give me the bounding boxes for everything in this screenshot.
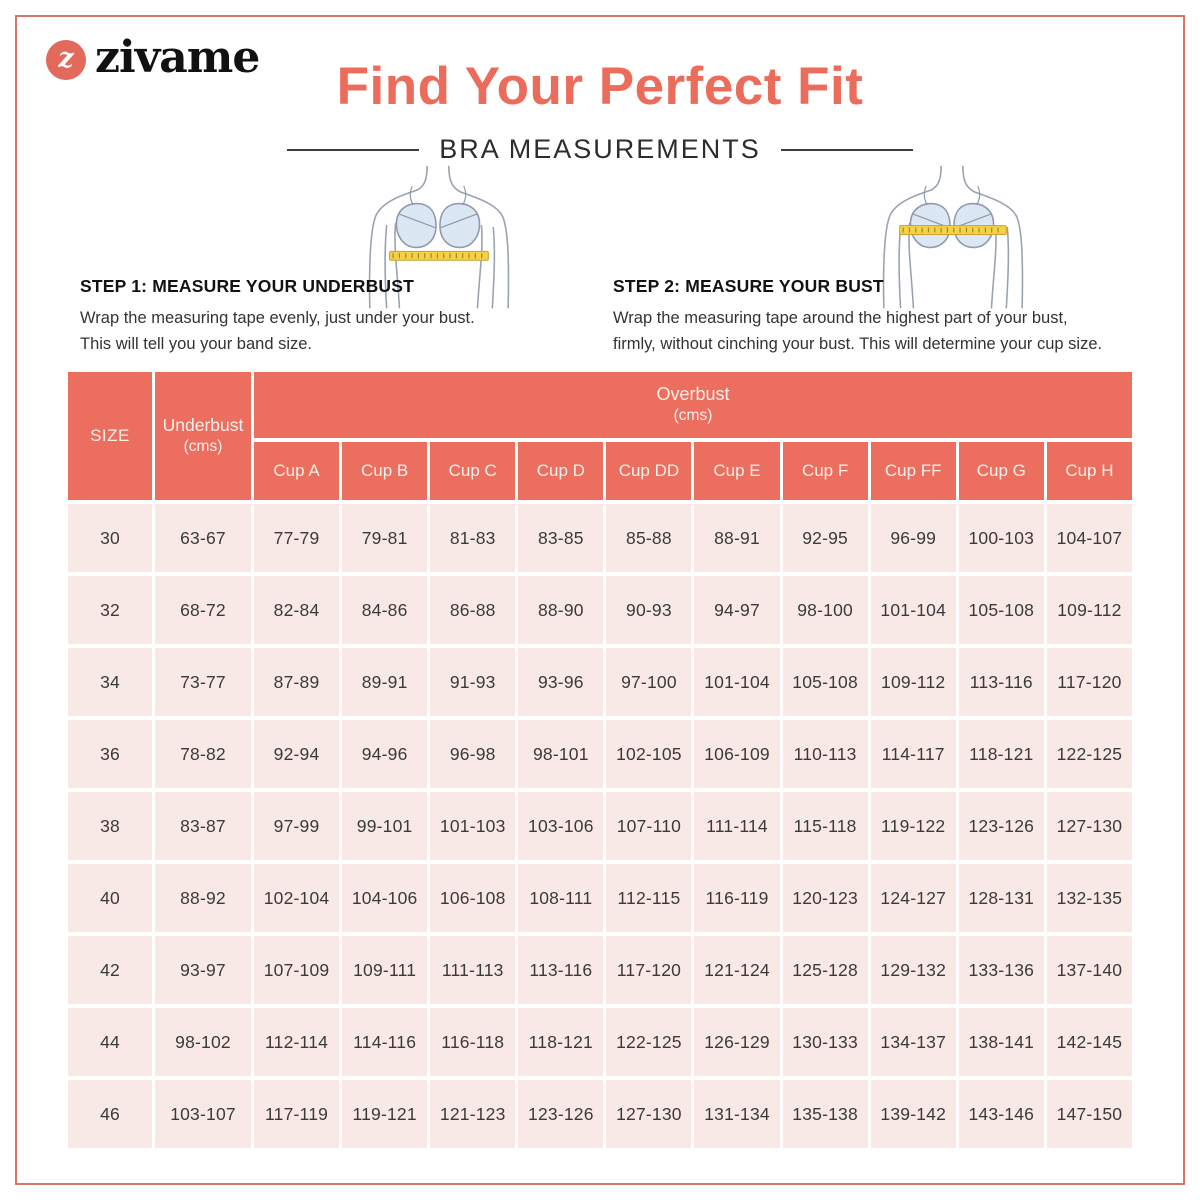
overbust-range-cell: 119-122 bbox=[871, 792, 956, 860]
underbust-range-cell: 103-107 bbox=[155, 1080, 251, 1148]
overbust-range-cell: 92-94 bbox=[254, 720, 339, 788]
overbust-range-cell: 121-123 bbox=[430, 1080, 515, 1148]
table-row-size-38 bbox=[68, 792, 1132, 860]
overbust-range-cell: 96-98 bbox=[430, 720, 515, 788]
overbust-range-cell: 128-131 bbox=[959, 864, 1044, 932]
size-table-body bbox=[68, 504, 1132, 1148]
step-1-line-1: Wrap the measuring tape evenly, just under your bust. bbox=[80, 309, 475, 327]
overbust-range-cell: 112-114 bbox=[254, 1008, 339, 1076]
overbust-range-cell: 113-116 bbox=[518, 936, 603, 1004]
overbust-range-cell: 107-110 bbox=[606, 792, 691, 860]
overbust-range-cell: 117-119 bbox=[254, 1080, 339, 1148]
overbust-range-cell: 77-79 bbox=[254, 504, 339, 572]
overbust-range-cell: 121-124 bbox=[694, 936, 779, 1004]
overbust-range-cell: 113-116 bbox=[959, 648, 1044, 716]
overbust-range-cell: 102-105 bbox=[606, 720, 691, 788]
overbust-range-cell: 81-83 bbox=[430, 504, 515, 572]
underbust-range-cell: 63-67 bbox=[155, 504, 251, 572]
overbust-range-cell: 112-115 bbox=[606, 864, 691, 932]
overbust-range-cell: 132-135 bbox=[1047, 864, 1132, 932]
overbust-range-cell: 147-150 bbox=[1047, 1080, 1132, 1148]
step-1-instructions bbox=[80, 276, 600, 357]
overbust-range-cell: 109-111 bbox=[342, 936, 427, 1004]
overbust-range-cell: 114-117 bbox=[871, 720, 956, 788]
size-table bbox=[65, 368, 1135, 1152]
underbust-column-header bbox=[155, 372, 251, 500]
logo-letter: z bbox=[58, 43, 74, 74]
table-row-size-46 bbox=[68, 1080, 1132, 1148]
overbust-range-cell: 135-138 bbox=[783, 1080, 868, 1148]
cup-header-cup-dd: Cup DD bbox=[606, 442, 691, 500]
underbust-range-cell: 88-92 bbox=[155, 864, 251, 932]
overbust-range-cell: 108-111 bbox=[518, 864, 603, 932]
overbust-range-cell: 116-119 bbox=[694, 864, 779, 932]
step-2-instructions bbox=[613, 276, 1158, 357]
size-cell: 32 bbox=[68, 576, 152, 644]
size-cell: 38 bbox=[68, 792, 152, 860]
overbust-range-cell: 117-120 bbox=[606, 936, 691, 1004]
size-table-head bbox=[68, 372, 1132, 500]
overbust-range-cell: 143-146 bbox=[959, 1080, 1044, 1148]
cup-header-cup-a: Cup A bbox=[254, 442, 339, 500]
cup-header-cup-c: Cup C bbox=[430, 442, 515, 500]
overbust-range-cell: 94-96 bbox=[342, 720, 427, 788]
step-2-heading: STEP 2: MEASURE YOUR BUST bbox=[613, 276, 884, 296]
overbust-range-cell: 122-125 bbox=[1047, 720, 1132, 788]
table-row-size-34 bbox=[68, 648, 1132, 716]
cup-header-cup-e: Cup E bbox=[694, 442, 779, 500]
underbust-unit: (cms) bbox=[183, 438, 223, 455]
size-chart bbox=[65, 368, 1135, 1152]
cup-header-cup-b: Cup B bbox=[342, 442, 427, 500]
overbust-group-header bbox=[254, 372, 1132, 438]
underbust-range-cell: 93-97 bbox=[155, 936, 251, 1004]
overbust-range-cell: 83-85 bbox=[518, 504, 603, 572]
overbust-range-cell: 139-142 bbox=[871, 1080, 956, 1148]
table-row-size-36 bbox=[68, 720, 1132, 788]
overbust-unit: (cms) bbox=[673, 407, 713, 424]
overbust-range-cell: 109-112 bbox=[1047, 576, 1132, 644]
overbust-range-cell: 138-141 bbox=[959, 1008, 1044, 1076]
underbust-label: Underbust bbox=[162, 415, 244, 435]
underbust-range-cell: 83-87 bbox=[155, 792, 251, 860]
table-row-size-30 bbox=[68, 504, 1132, 572]
size-cell: 40 bbox=[68, 864, 152, 932]
measuring-tape-underbust bbox=[390, 251, 489, 260]
overbust-range-cell: 99-101 bbox=[342, 792, 427, 860]
page-title: Find Your Perfect Fit bbox=[336, 57, 864, 116]
brand-name: zivame bbox=[95, 31, 260, 83]
overbust-range-cell: 104-107 bbox=[1047, 504, 1132, 572]
overbust-range-cell: 131-134 bbox=[694, 1080, 779, 1148]
overbust-range-cell: 127-130 bbox=[606, 1080, 691, 1148]
overbust-range-cell: 116-118 bbox=[430, 1008, 515, 1076]
overbust-range-cell: 96-99 bbox=[871, 504, 956, 572]
overbust-range-cell: 82-84 bbox=[254, 576, 339, 644]
overbust-range-cell: 85-88 bbox=[606, 504, 691, 572]
overbust-range-cell: 133-136 bbox=[959, 936, 1044, 1004]
overbust-range-cell: 129-132 bbox=[871, 936, 956, 1004]
overbust-range-cell: 122-125 bbox=[606, 1008, 691, 1076]
step-1-heading: STEP 1: MEASURE YOUR UNDERBUST bbox=[80, 276, 415, 296]
overbust-range-cell: 107-109 bbox=[254, 936, 339, 1004]
underbust-range-cell: 68-72 bbox=[155, 576, 251, 644]
size-cell: 46 bbox=[68, 1080, 152, 1148]
underbust-range-cell: 98-102 bbox=[155, 1008, 251, 1076]
size-column-header: SIZE bbox=[68, 372, 152, 500]
page-subtitle: BRA MEASUREMENTS bbox=[439, 134, 761, 164]
overbust-range-cell: 111-114 bbox=[694, 792, 779, 860]
overbust-range-cell: 124-127 bbox=[871, 864, 956, 932]
overbust-range-cell: 101-104 bbox=[871, 576, 956, 644]
cup-header-cup-d: Cup D bbox=[518, 442, 603, 500]
overbust-range-cell: 102-104 bbox=[254, 864, 339, 932]
overbust-range-cell: 117-120 bbox=[1047, 648, 1132, 716]
overbust-range-cell: 123-126 bbox=[959, 792, 1044, 860]
overbust-range-cell: 123-126 bbox=[518, 1080, 603, 1148]
header-row-groups bbox=[68, 372, 1132, 438]
table-row-size-32 bbox=[68, 576, 1132, 644]
overbust-range-cell: 119-121 bbox=[342, 1080, 427, 1148]
overbust-range-cell: 89-91 bbox=[342, 648, 427, 716]
underbust-range-cell: 73-77 bbox=[155, 648, 251, 716]
cup-header-cup-ff: Cup FF bbox=[871, 442, 956, 500]
overbust-range-cell: 142-145 bbox=[1047, 1008, 1132, 1076]
overbust-range-cell: 134-137 bbox=[871, 1008, 956, 1076]
size-cell: 36 bbox=[68, 720, 152, 788]
overbust-range-cell: 93-96 bbox=[518, 648, 603, 716]
table-row-size-40 bbox=[68, 864, 1132, 932]
overbust-range-cell: 100-103 bbox=[959, 504, 1044, 572]
overbust-range-cell: 137-140 bbox=[1047, 936, 1132, 1004]
step-2-line-2: firmly, without cinching your bust. This will determine your cup size. bbox=[613, 335, 1103, 353]
underbust-range-cell: 78-82 bbox=[155, 720, 251, 788]
overbust-range-cell: 91-93 bbox=[430, 648, 515, 716]
overbust-range-cell: 86-88 bbox=[430, 576, 515, 644]
overbust-range-cell: 105-108 bbox=[959, 576, 1044, 644]
cup-header-cup-h: Cup H bbox=[1047, 442, 1132, 500]
cup-header-cup-g: Cup G bbox=[959, 442, 1044, 500]
overbust-range-cell: 88-91 bbox=[694, 504, 779, 572]
step-2-body bbox=[613, 305, 1158, 357]
overbust-range-cell: 127-130 bbox=[1047, 792, 1132, 860]
overbust-range-cell: 120-123 bbox=[783, 864, 868, 932]
overbust-range-cell: 109-112 bbox=[871, 648, 956, 716]
overbust-range-cell: 90-93 bbox=[606, 576, 691, 644]
size-cell: 44 bbox=[68, 1008, 152, 1076]
overbust-range-cell: 87-89 bbox=[254, 648, 339, 716]
page-subtitle-row bbox=[0, 134, 1200, 165]
step-1-body bbox=[80, 305, 600, 357]
overbust-range-cell: 106-109 bbox=[694, 720, 779, 788]
overbust-range-cell: 92-95 bbox=[783, 504, 868, 572]
size-cell: 34 bbox=[68, 648, 152, 716]
overbust-range-cell: 106-108 bbox=[430, 864, 515, 932]
cup-header-cup-f: Cup F bbox=[783, 442, 868, 500]
step-2-line-1: Wrap the measuring tape around the highest part of your bust, bbox=[613, 309, 1068, 327]
overbust-range-cell: 101-103 bbox=[430, 792, 515, 860]
overbust-range-cell: 126-129 bbox=[694, 1008, 779, 1076]
overbust-range-cell: 101-104 bbox=[694, 648, 779, 716]
overbust-range-cell: 114-116 bbox=[342, 1008, 427, 1076]
table-row-size-44 bbox=[68, 1008, 1132, 1076]
subtitle-rule-right bbox=[781, 149, 913, 151]
overbust-range-cell: 103-106 bbox=[518, 792, 603, 860]
step-1-line-2: This will tell you your band size. bbox=[80, 335, 313, 353]
subtitle-rule-left bbox=[287, 149, 419, 151]
overbust-range-cell: 79-81 bbox=[342, 504, 427, 572]
overbust-range-cell: 125-128 bbox=[783, 936, 868, 1004]
size-cell: 42 bbox=[68, 936, 152, 1004]
overbust-range-cell: 97-100 bbox=[606, 648, 691, 716]
overbust-range-cell: 118-121 bbox=[518, 1008, 603, 1076]
overbust-range-cell: 130-133 bbox=[783, 1008, 868, 1076]
overbust-range-cell: 111-113 bbox=[430, 936, 515, 1004]
overbust-range-cell: 110-113 bbox=[783, 720, 868, 788]
overbust-range-cell: 84-86 bbox=[342, 576, 427, 644]
table-row-size-42 bbox=[68, 936, 1132, 1004]
overbust-range-cell: 97-99 bbox=[254, 792, 339, 860]
overbust-range-cell: 88-90 bbox=[518, 576, 603, 644]
overbust-range-cell: 105-108 bbox=[783, 648, 868, 716]
overbust-range-cell: 98-100 bbox=[783, 576, 868, 644]
overbust-range-cell: 104-106 bbox=[342, 864, 427, 932]
overbust-label: Overbust bbox=[656, 384, 730, 404]
overbust-range-cell: 118-121 bbox=[959, 720, 1044, 788]
overbust-range-cell: 98-101 bbox=[518, 720, 603, 788]
overbust-range-cell: 115-118 bbox=[783, 792, 868, 860]
size-cell: 30 bbox=[68, 504, 152, 572]
overbust-range-cell: 94-97 bbox=[694, 576, 779, 644]
